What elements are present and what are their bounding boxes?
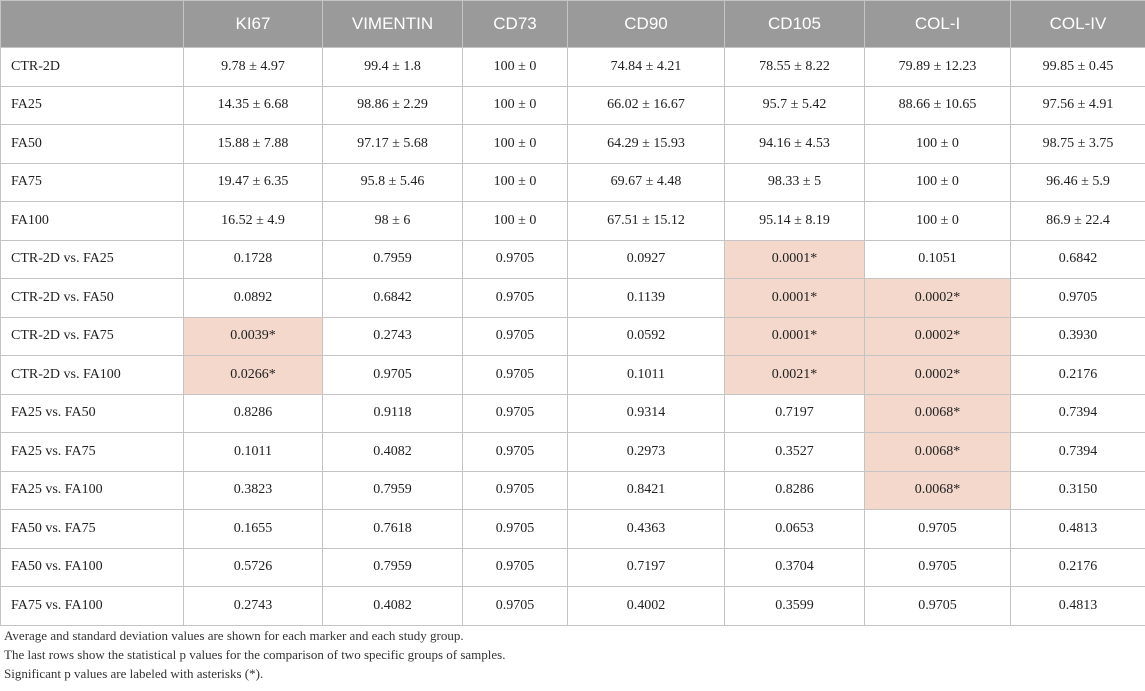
- table-cell: 0.2743: [323, 317, 463, 356]
- table-cell: 0.9705: [463, 510, 568, 549]
- table-cell: 9.78 ± 4.97: [184, 48, 323, 87]
- table-row: [1, 240, 1145, 279]
- table-cell: 0.9314: [568, 394, 725, 433]
- table-cell: 0.7394: [1011, 394, 1145, 433]
- header-cd90: CD90: [568, 1, 725, 48]
- table-cell: 69.67 ± 4.48: [568, 163, 725, 202]
- row-label: FA75: [1, 163, 184, 202]
- table-cell: 19.47 ± 6.35: [184, 163, 323, 202]
- footnotes: [4, 626, 505, 683]
- table-cell: 98.75 ± 3.75: [1011, 125, 1145, 164]
- table-cell: 78.55 ± 8.22: [725, 48, 865, 87]
- row-label: CTR-2D vs. FA100: [1, 356, 184, 395]
- table-cell: 99.85 ± 0.45: [1011, 48, 1145, 87]
- table-cell: 0.7197: [568, 548, 725, 587]
- table-cell: 100 ± 0: [463, 125, 568, 164]
- table-cell: 0.1728: [184, 240, 323, 279]
- table-cell: 100 ± 0: [865, 202, 1011, 241]
- table-cell: 66.02 ± 16.67: [568, 86, 725, 125]
- table-cell: 100 ± 0: [463, 163, 568, 202]
- table-row: [1, 510, 1145, 549]
- table-cell: 0.4813: [1011, 510, 1145, 549]
- table-cell: 0.0001*: [725, 317, 865, 356]
- table-cell: 0.6842: [323, 279, 463, 318]
- table-cell: 100 ± 0: [865, 163, 1011, 202]
- table-cell: 88.66 ± 10.65: [865, 86, 1011, 125]
- table-cell: 14.35 ± 6.68: [184, 86, 323, 125]
- row-label: CTR-2D vs. FA75: [1, 317, 184, 356]
- row-label: FA50 vs. FA75: [1, 510, 184, 549]
- table-cell: 0.1051: [865, 240, 1011, 279]
- table-cell: 100 ± 0: [463, 86, 568, 125]
- row-label: FA25 vs. FA100: [1, 471, 184, 510]
- row-label: FA100: [1, 202, 184, 241]
- table-cell: 100 ± 0: [463, 202, 568, 241]
- table-cell: 0.9705: [463, 317, 568, 356]
- table-cell: 0.3823: [184, 471, 323, 510]
- table-cell: 0.8421: [568, 471, 725, 510]
- table-cell: 0.2973: [568, 433, 725, 472]
- table-cell: 97.17 ± 5.68: [323, 125, 463, 164]
- table-row: [1, 548, 1145, 587]
- table-cell: 0.9705: [463, 279, 568, 318]
- table-cell: 0.2743: [184, 587, 323, 626]
- table-cell: 0.0002*: [865, 356, 1011, 395]
- table-cell: 15.88 ± 7.88: [184, 125, 323, 164]
- table-cell: 0.7959: [323, 471, 463, 510]
- table-cell: 0.6842: [1011, 240, 1145, 279]
- table-cell: 0.3599: [725, 587, 865, 626]
- table-row: [1, 48, 1145, 87]
- row-label: FA50: [1, 125, 184, 164]
- table-cell: 0.0653: [725, 510, 865, 549]
- table-row: [1, 433, 1145, 472]
- table-cell: 0.4082: [323, 433, 463, 472]
- table-cell: 0.9705: [463, 240, 568, 279]
- corner-header: [1, 1, 184, 48]
- table-cell: 97.56 ± 4.91: [1011, 86, 1145, 125]
- table-cell: 98.33 ± 5: [725, 163, 865, 202]
- table-cell: 79.89 ± 12.23: [865, 48, 1011, 87]
- table-cell: 64.29 ± 15.93: [568, 125, 725, 164]
- row-label: FA25 vs. FA50: [1, 394, 184, 433]
- table-row: [1, 202, 1145, 241]
- table-cell: 0.7959: [323, 240, 463, 279]
- row-label: FA75 vs. FA100: [1, 587, 184, 626]
- table-cell: 0.4082: [323, 587, 463, 626]
- table-cell: 95.8 ± 5.46: [323, 163, 463, 202]
- table-cell: 0.3704: [725, 548, 865, 587]
- table-row: [1, 317, 1145, 356]
- table-cell: 86.9 ± 22.4: [1011, 202, 1145, 241]
- table-row: [1, 356, 1145, 395]
- table-cell: 98.86 ± 2.29: [323, 86, 463, 125]
- table-cell: 74.84 ± 4.21: [568, 48, 725, 87]
- footnote: The last rows show the statistical p values for the comparison of two specific groups of samples.: [4, 647, 506, 662]
- table-cell: 0.4002: [568, 587, 725, 626]
- table-row: [1, 163, 1145, 202]
- table-cell: 0.2176: [1011, 356, 1145, 395]
- header-cd73: CD73: [463, 1, 568, 48]
- table-cell: 0.5726: [184, 548, 323, 587]
- table-cell: 95.7 ± 5.42: [725, 86, 865, 125]
- table-cell: 0.9705: [463, 471, 568, 510]
- header-col-i: COL-I: [865, 1, 1011, 48]
- table-cell: 0.4363: [568, 510, 725, 549]
- row-label: FA50 vs. FA100: [1, 548, 184, 587]
- table-row: [1, 125, 1145, 164]
- table-cell: 98 ± 6: [323, 202, 463, 241]
- table-cell: 95.14 ± 8.19: [725, 202, 865, 241]
- header-col-iv: COL-IV: [1011, 1, 1145, 48]
- table-cell: 0.9118: [323, 394, 463, 433]
- table-cell: 0.9705: [865, 548, 1011, 587]
- table-cell: 0.0892: [184, 279, 323, 318]
- table-cell: 0.0592: [568, 317, 725, 356]
- table-cell: 0.1655: [184, 510, 323, 549]
- table-cell: 0.0266*: [184, 356, 323, 395]
- table-cell: 0.9705: [463, 394, 568, 433]
- table-cell: 0.3150: [1011, 471, 1145, 510]
- table-row: [1, 394, 1145, 433]
- header-vimentin: VIMENTIN: [323, 1, 463, 48]
- table-cell: 100 ± 0: [865, 125, 1011, 164]
- table-cell: 0.9705: [323, 356, 463, 395]
- footnote: Significant p values are labeled with asterisks (*).: [4, 666, 264, 681]
- table-row: [1, 279, 1145, 318]
- table-cell: 16.52 ± 4.9: [184, 202, 323, 241]
- table-cell: 0.0068*: [865, 394, 1011, 433]
- table-cell: 0.0002*: [865, 279, 1011, 318]
- table-cell: 100 ± 0: [463, 48, 568, 87]
- table-cell: 96.46 ± 5.9: [1011, 163, 1145, 202]
- row-label: CTR-2D vs. FA25: [1, 240, 184, 279]
- table-cell: 0.9705: [463, 356, 568, 395]
- table-cell: 0.3930: [1011, 317, 1145, 356]
- table-cell: 0.4813: [1011, 587, 1145, 626]
- table-cell: 0.7959: [323, 548, 463, 587]
- header-ki67: KI67: [184, 1, 323, 48]
- table-cell: 0.0927: [568, 240, 725, 279]
- table-cell: 67.51 ± 15.12: [568, 202, 725, 241]
- footnote: Average and standard deviation values are shown for each marker and each study group.: [4, 628, 464, 643]
- table-cell: 0.3527: [725, 433, 865, 472]
- table-cell: 0.1011: [184, 433, 323, 472]
- table-cell: 94.16 ± 4.53: [725, 125, 865, 164]
- table-row: [1, 471, 1145, 510]
- table-cell: 99.4 ± 1.8: [323, 48, 463, 87]
- table-cell: 0.7394: [1011, 433, 1145, 472]
- row-label: CTR-2D vs. FA50: [1, 279, 184, 318]
- table-cell: 0.0039*: [184, 317, 323, 356]
- table-cell: 0.2176: [1011, 548, 1145, 587]
- header-row: [1, 1, 1145, 48]
- table-cell: 0.0002*: [865, 317, 1011, 356]
- row-label: FA25: [1, 86, 184, 125]
- table-cell: 0.9705: [865, 510, 1011, 549]
- table-row: [1, 86, 1145, 125]
- table-cell: 0.1139: [568, 279, 725, 318]
- table-cell: 0.0001*: [725, 279, 865, 318]
- table-cell: 0.8286: [184, 394, 323, 433]
- table-cell: 0.9705: [463, 433, 568, 472]
- header-cd105: CD105: [725, 1, 865, 48]
- table-cell: 0.9705: [865, 587, 1011, 626]
- table-cell: 0.9705: [1011, 279, 1145, 318]
- table-row: [1, 587, 1145, 626]
- table-cell: 0.0001*: [725, 240, 865, 279]
- table-cell: 0.7197: [725, 394, 865, 433]
- table-cell: 0.9705: [463, 587, 568, 626]
- row-label: FA25 vs. FA75: [1, 433, 184, 472]
- table-cell: 0.0021*: [725, 356, 865, 395]
- table-cell: 0.9705: [463, 548, 568, 587]
- table-cell: 0.7618: [323, 510, 463, 549]
- table-cell: 0.1011: [568, 356, 725, 395]
- table-cell: 0.8286: [725, 471, 865, 510]
- table-cell: 0.0068*: [865, 471, 1011, 510]
- table-cell: 0.0068*: [865, 433, 1011, 472]
- row-label: CTR-2D: [1, 48, 184, 87]
